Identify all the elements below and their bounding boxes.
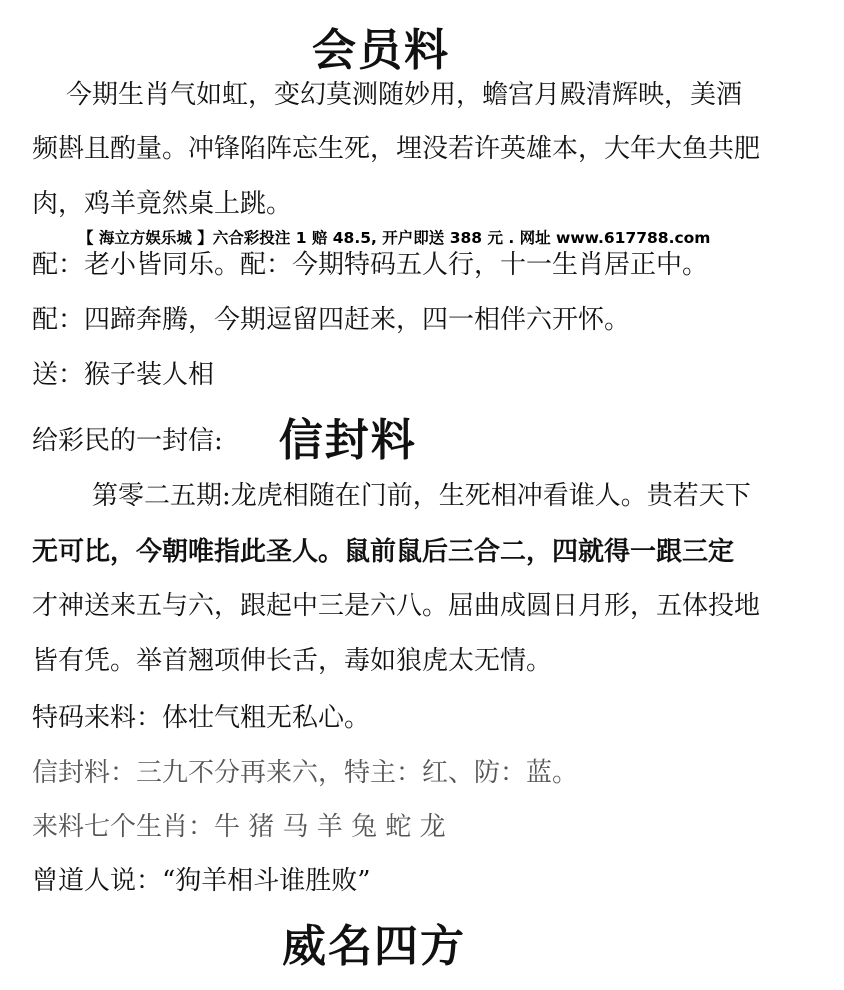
text-line: 今期生肖气如虹，变幻莫测随妙用，蟾宫月殿清辉映，美酒 <box>66 80 743 110</box>
section-title-fame: 威名四方 <box>282 921 466 972</box>
letter-intro-row <box>32 415 417 466</box>
text-line: 第零二五期:龙虎相随在门前，生死相冲看谁人。贵若天下 <box>92 481 751 511</box>
pei-line: 配：老小皆同乐。配：今期特码五人行，十一生肖居正中。 <box>32 250 709 280</box>
zodiac-line: 来料七个生肖：牛 猪 马 羊 兔 蛇 龙 <box>32 812 446 842</box>
text-line: 无可比，今朝唯指此圣人。鼠前鼠后三合二，四就得一跟三定 <box>32 537 735 567</box>
special-code-line: 特码来料：体壮气粗无私心。 <box>32 703 371 733</box>
text-line: 才神送来五与六，跟起中三是六八。屈曲成圆日月形，五体投地 <box>32 591 761 621</box>
envelope-line: 信封料：三九不分再来六，特主：红、防：蓝。 <box>32 758 579 788</box>
pei-line: 配：四蹄奔腾，今期逗留四赶来，四一相伴六开怀。 <box>32 305 631 335</box>
song-line: 送：猴子装人相 <box>32 360 215 390</box>
ad-banner: 【 海立方娱乐城 】六合彩投注 1 赔 48.5, 开户即送 388 元 . 网址 www.617788.com <box>78 229 711 247</box>
letter-intro: 给彩民的一封信: <box>32 426 223 456</box>
text-line: 皆有凭。举首翘项伸长舌，毒如狼虎太无情。 <box>32 646 553 676</box>
text-line: 频斟且酌量。冲锋陷阵忘生死，埋没若许英雄本，大年大鱼共肥 <box>32 134 761 164</box>
text-line: 肉，鸡羊竟然桌上跳。 <box>32 189 293 219</box>
section-title-envelope: 信封料 <box>278 415 417 466</box>
daoist-quote-line: 曾道人说：“狗羊相斗谁胜败” <box>32 866 371 896</box>
section-title-members: 会员料 <box>312 25 450 76</box>
